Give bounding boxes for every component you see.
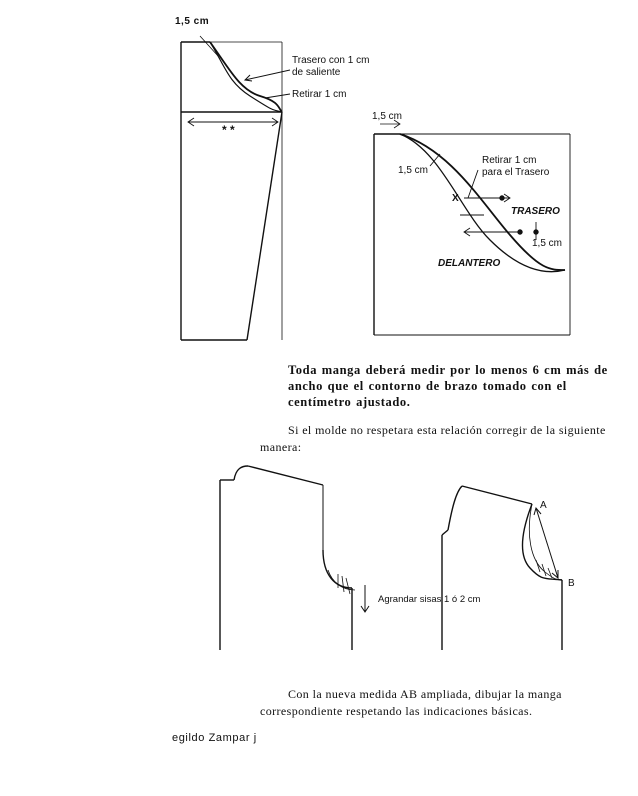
bodice-armhole-figure (200, 460, 610, 660)
paragraph-2-text: Si el molde no respetara esta relación corregir de la siguiente manera: (260, 423, 606, 454)
paragraph-2 (260, 422, 610, 456)
label-mid-measure: 1,5 cm (398, 165, 429, 176)
label-retirar-line2: para el Trasero (482, 167, 550, 178)
label-trasero-saliente (292, 55, 369, 79)
label-trasero-line2: de saliente (292, 67, 341, 78)
label-retirar-line1: Retirar 1 cm (482, 155, 537, 166)
label-x: X (452, 193, 459, 204)
label-trasero: TRASERO (511, 206, 560, 217)
bold-paragraph: Toda manga deberá medir por lo menos 6 cm más de ancho que el contorno de brazo tomado con el centímetro ajustado. (288, 363, 608, 409)
footer-author: egildo Zampar j (172, 732, 257, 744)
label-delantero: DELANTERO (438, 258, 501, 269)
label-retirar-trasero (482, 155, 549, 179)
paragraph-3 (260, 686, 610, 720)
label-point-a: A (540, 500, 547, 511)
sleeve-cap-figure (360, 110, 580, 340)
label-side-measure: 1,5 cm (532, 238, 563, 249)
mark-asterisks: * * (222, 123, 235, 137)
label-top-measure: 1,5 cm (372, 111, 403, 122)
label-retirar: Retirar 1 cm (292, 89, 347, 100)
label-trasero-line1: Trasero con 1 cm (292, 55, 370, 66)
header-measure: 1,5 cm (175, 16, 210, 27)
paragraph-3-text: Con la nueva medida AB ampliada, dibujar la manga correspondiente respetando las indicaciones básicas. (260, 687, 562, 718)
label-agrandar: Agrandar sisas 1 ó 2 cm (378, 594, 481, 605)
label-point-b: B (568, 578, 575, 589)
